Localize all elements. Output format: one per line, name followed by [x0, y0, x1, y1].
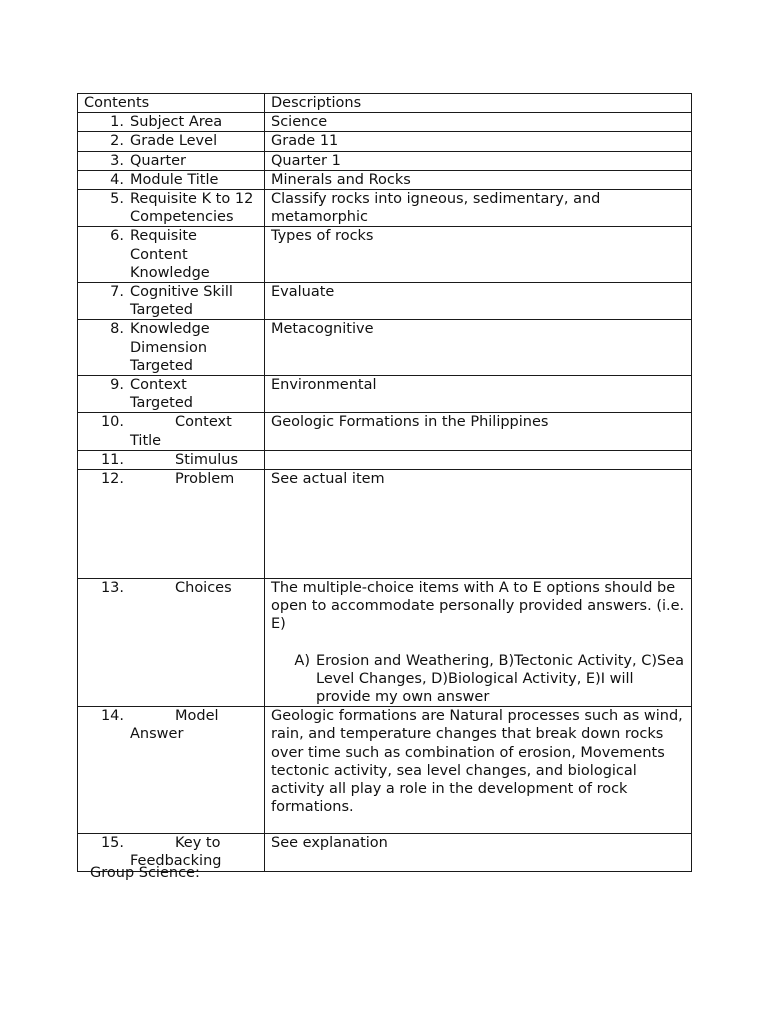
row-number: 5. [110, 191, 124, 208]
row-label-first: Problem [175, 471, 235, 488]
row-description: Science [265, 113, 692, 132]
row-number: 14. [100, 708, 124, 725]
table-row [78, 413, 692, 450]
row-description: Metacognitive [265, 320, 692, 376]
table-row [78, 151, 692, 170]
row-number: 2. [110, 133, 124, 150]
table-row [78, 376, 692, 413]
row-number: 8. [110, 321, 124, 338]
row-description: Geologic formations are Natural processes such as wind, rain, and temperature changes that break down rocks over time such as combination of erosion, Movements tectonic activity, sea level changes, and biological activity all play a role in the development of rock formations. [265, 707, 692, 834]
row-label-first: Choices [175, 580, 232, 597]
table-row [78, 707, 692, 834]
row-number: 13. [100, 580, 124, 597]
row-label: Context Targeted [130, 377, 193, 412]
row-label: Grade Level [130, 133, 218, 150]
row-description: Environmental [265, 376, 692, 413]
row-number: 9. [110, 377, 124, 394]
table-row [78, 190, 692, 227]
row-number: 3. [110, 152, 124, 169]
row-label-first: Context [175, 414, 232, 431]
table-header-row [78, 94, 692, 113]
table-row [78, 470, 692, 579]
row-label-first: Stimulus [175, 451, 239, 468]
row-description: See explanation [265, 834, 692, 871]
row-description: See actual item [265, 470, 692, 579]
row-number: 11. [100, 451, 124, 468]
row-label-rest: Title [130, 432, 162, 449]
row-label: Module Title [130, 171, 219, 188]
table-row [78, 320, 692, 376]
table-row [78, 283, 692, 320]
row-description: The multiple-choice items with A to E options should be open to accommodate personally provided answers. (i.e. E) [271, 580, 685, 633]
row-number: 10. [100, 414, 124, 431]
choice-text: Erosion and Weathering, B)Tectonic Activity, C)Sea Level Changes, D)Biological Activity, E)I will provide my own answer [316, 652, 684, 706]
row-label-first: Model [175, 708, 219, 725]
row-label-first: Key to [175, 835, 221, 852]
row-number: 6. [110, 228, 124, 245]
table-row [78, 113, 692, 132]
row-label: Quarter [130, 152, 187, 169]
row-label: Cognitive Skill Targeted [130, 284, 233, 319]
row-label: Knowledge Dimension Targeted [130, 321, 210, 374]
item-specification-table [77, 93, 692, 872]
row-number: 12. [100, 471, 124, 488]
row-description: Quarter 1 [265, 151, 692, 170]
row-number: 1. [110, 114, 124, 131]
row-description: Types of rocks [265, 227, 692, 283]
row-label: Requisite Content Knowledge [130, 228, 210, 281]
choice-marker: A) [294, 652, 310, 669]
row-label-rest: Feedbacking [130, 853, 222, 870]
table-row [78, 450, 692, 469]
row-description: Evaluate [265, 283, 692, 320]
row-label: Subject Area [130, 114, 223, 131]
row-number: 15. [100, 835, 124, 852]
row-description: Classify rocks into igneous, sedimentary, and metamorphic [265, 190, 692, 227]
group-science-note: Group Science: [90, 865, 200, 881]
header-contents: Contents [78, 94, 265, 113]
row-description [265, 450, 692, 469]
row-label: Requisite K to 12 Competencies [130, 191, 254, 226]
table-row [78, 227, 692, 283]
row-description: Geologic Formations in the Philippines [265, 413, 692, 450]
row-description: Minerals and Rocks [265, 170, 692, 189]
row-number: 4. [110, 171, 124, 188]
row-description: Grade 11 [265, 132, 692, 151]
choices-list [271, 652, 685, 707]
table-row [78, 170, 692, 189]
row-label-rest: Answer [130, 726, 184, 743]
table-row [78, 579, 692, 707]
header-descriptions: Descriptions [265, 94, 692, 113]
table-row [78, 132, 692, 151]
row-number: 7. [110, 284, 124, 301]
